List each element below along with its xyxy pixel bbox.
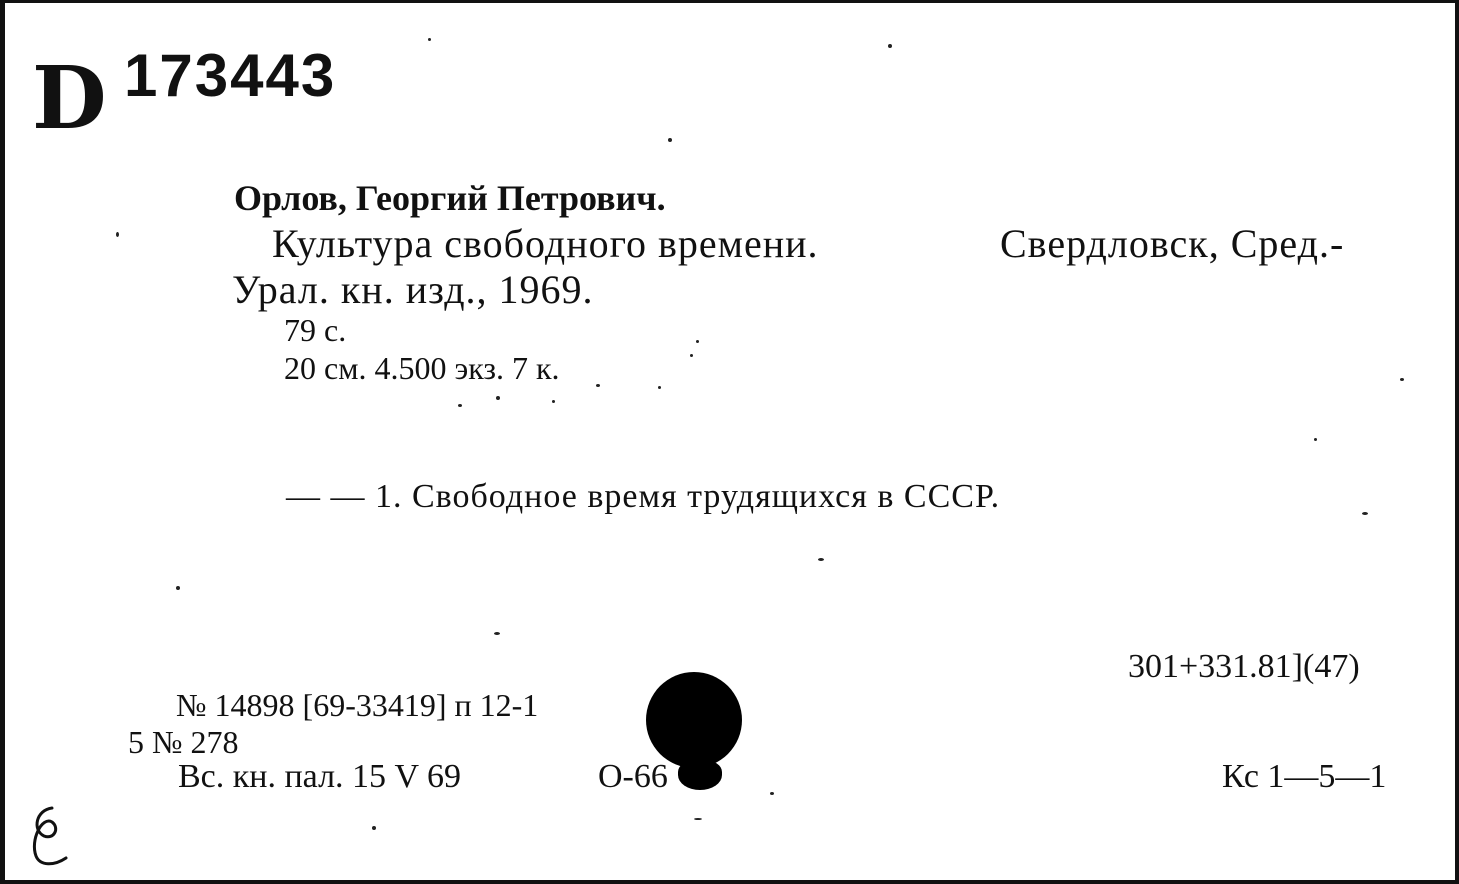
punch-hole [646, 672, 742, 768]
subject-heading: — — 1. Свободное время трудящихся в СССР. [286, 478, 1001, 515]
speck [176, 586, 180, 590]
call-number-prefix: D [32, 48, 107, 149]
punch-hole-notch [678, 760, 722, 790]
speck [458, 404, 462, 407]
speck [596, 384, 600, 387]
speck [494, 632, 500, 635]
speck [496, 396, 500, 400]
call-number: 173443 [124, 42, 337, 109]
size-print-run-price: 20 см. 4.500 экз. 7 к. [284, 350, 560, 386]
speck [658, 386, 661, 389]
book-chamber-imprint: Вс. кн. пал. 15 V 69 [178, 758, 461, 795]
book-title: Культура свободного времени. [272, 221, 819, 266]
page-count: 79 с. [284, 312, 347, 348]
speck [694, 818, 702, 820]
imprint-place: Свердловск, Сред.- [1000, 221, 1345, 266]
imprint-publisher-year: Урал. кн. изд., 1969. [232, 267, 594, 312]
card-border-bottom [0, 880, 1459, 884]
speck [116, 232, 119, 237]
speck [1314, 438, 1317, 441]
speck [888, 44, 892, 48]
speck [770, 792, 774, 795]
speck [428, 38, 431, 41]
card-border-left [0, 0, 5, 884]
copies-number: 5 № 278 [128, 724, 239, 760]
speck [818, 558, 824, 561]
classification-code: 301+331.81](47) [1128, 648, 1360, 685]
card-border-top [0, 0, 1459, 3]
chamber-code: О-66 [598, 758, 668, 795]
card-border-right [1455, 0, 1459, 884]
speck [552, 400, 555, 403]
speck [690, 354, 693, 357]
speck [696, 340, 699, 343]
speck [1400, 378, 1404, 381]
speck [668, 138, 672, 142]
speck [372, 826, 376, 830]
handwritten-mark [22, 800, 82, 870]
order-number: № 14898 [69-33419] п 12-1 [176, 687, 539, 723]
author-heading: Орлов, Георгий Петрович. [234, 178, 666, 218]
speck [1362, 512, 1368, 515]
card-code: Кс 1—5—1 [1222, 758, 1387, 795]
